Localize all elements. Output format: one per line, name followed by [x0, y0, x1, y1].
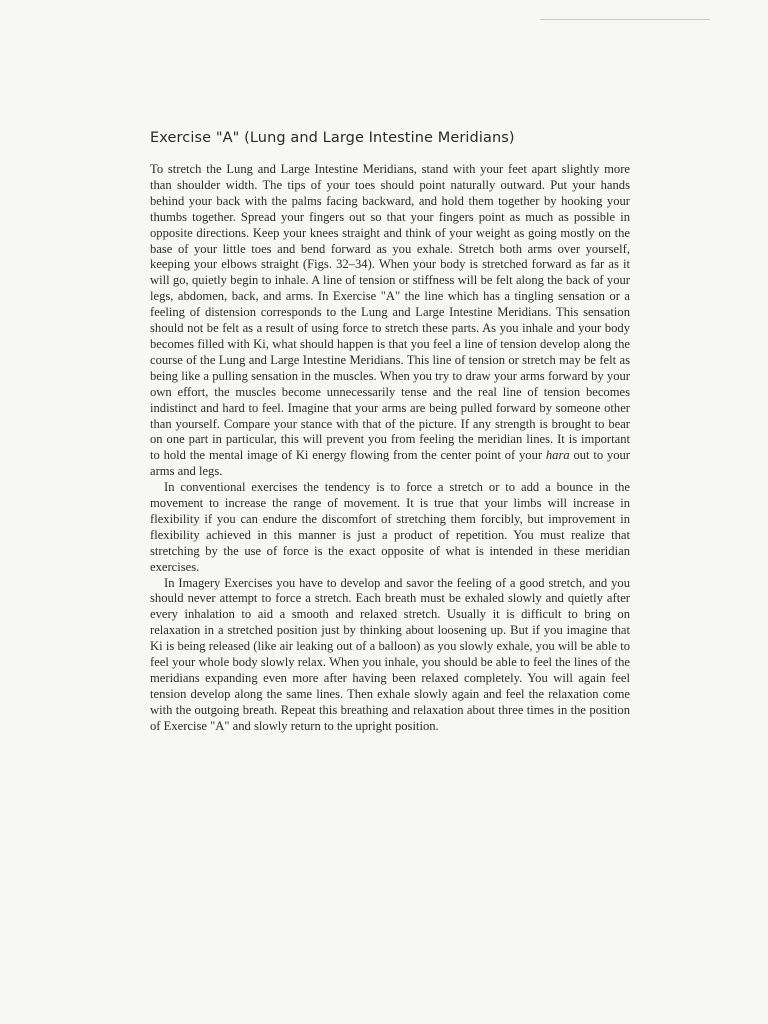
body-paragraph-2: In conventional exercises the tendency is to force a stretch or to add a bounce in the movement to increase the range of movement. It is true that your limbs will increase in flexibility if you can endure the discomfort of stretching them forcibly, but improvement in flexibility achieved in this manner is just a product of repetition. You must realize that stretching by the use of force is the exact opposite of what is intended in these meridian exercises. [150, 480, 630, 574]
paragraph-1-text-end: out to your arms and legs. [150, 448, 630, 479]
body-paragraph-1 [150, 162, 630, 480]
section-heading: Exercise "A" (Lung and Large Intestine Meridians) [150, 130, 515, 146]
paragraph-1-text: To stretch the Lung and Large Intestine Meridians, stand with your feet apart slightly more than shoulder width. The tips of your toes should point naturally outward. Put your hands behind your back with the palms facing backward, and hold them together by hooking your thumbs together. Spread your fingers out so that your fingers point as much as possible in opposite directions. Keep your knees straight and think of your weight as going mostly on the base of your little toes and bend forward as you exhale. Stretch both arms over yourself, keeping your elbows straight (Figs. 32–34). When your body is stretched forward as far as it will go, quietly begin to inhale. A line of tension or stiffness will be felt along the back of your legs, abdomen, back, and arms. In Exercise "A" the line which has a tingling sensation or a feeling of distension corresponds to the Lung and Large Intestine Meridians. This sensation should not be felt as a result of using force to stretch these parts. As you inhale and your body becomes filled with Ki, what should happen is that you feel a line of tension develop along the course of the Lung and Large Intestine Meridians. This line of tension or stretch may be felt as being like a pulling sensation in the muscles. When you try to draw your arms forward by your own effort, the muscles become unnecessarily tense and the real line of tension becomes indistinct and hard to feel. Imagine that your arms are being pulled forward by someone other than yourself. Compare your stance with that of the picture. If any strength is brought to bear on one part in particular, this will prevent you from feeling the meridian lines. It is important to hold the mental image of Ki energy flowing from the center point of your [150, 162, 630, 463]
paragraph-1-italic-term: hara [545, 448, 570, 463]
page-content [150, 130, 630, 735]
body-paragraph-3: In Imagery Exercises you have to develop and savor the feeling of a good stretch, and you should never attempt to force a stretch. Each breath must be exhaled slowly and quietly after every inhalation to aid a smooth and relaxed stretch. Usually it is difficult to bring on relaxation in a stretched position just by thinking about loosening up. But if you imagine that Ki is being released (like air leaking out of a balloon) as you slowly exhale, you will be able to feel your whole body slowly relax. When you inhale, you should be able to feel the lines of the meridians expanding even more after having been relaxed completely. You will again feel tension develop along the same lines. Then exhale slowly again and feel the relaxation come with the outgoing breath. Repeat this breathing and relaxation about three times in the position of Exercise "A" and slowly return to the upright position. [150, 575, 630, 733]
scan-artifact-line [540, 19, 710, 20]
